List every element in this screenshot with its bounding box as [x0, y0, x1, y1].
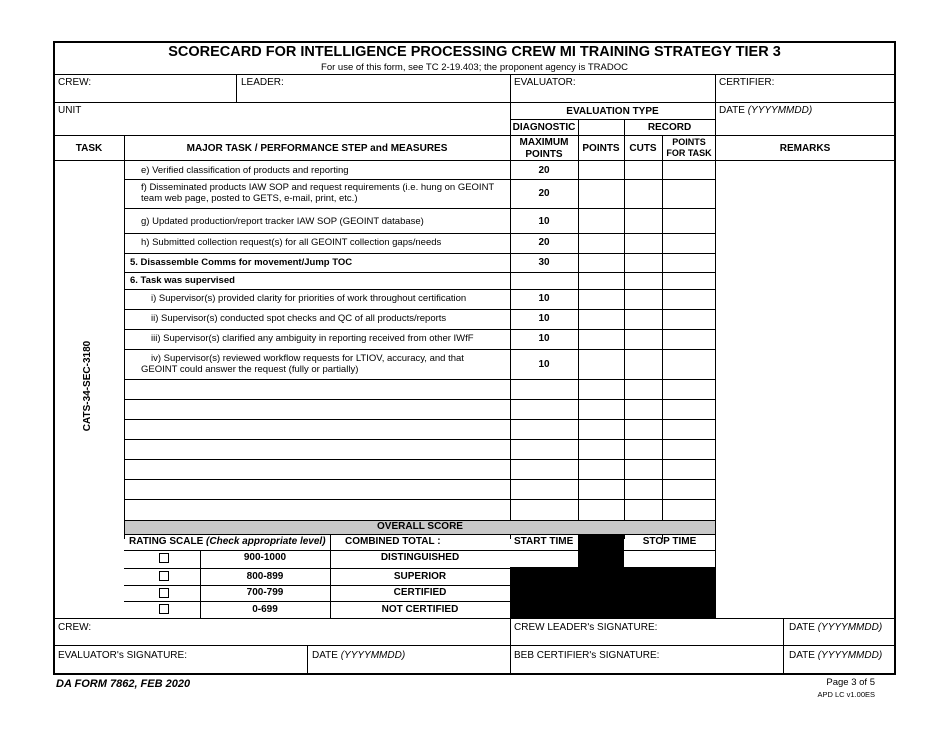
- date-label-header: DATE (YYYYMMDD): [719, 105, 813, 116]
- task-row-max: 10: [538, 333, 550, 344]
- form-id: DA FORM 7862, FEB 2020: [56, 678, 191, 690]
- rating-range: 700-799: [246, 587, 284, 598]
- task-row-max: 10: [538, 359, 550, 370]
- col-points: POINTS: [582, 143, 620, 154]
- rating-checkbox[interactable]: [159, 571, 169, 581]
- combined-total-label: COMBINED TOTAL :: [345, 536, 441, 547]
- blacked-out-area: [578, 535, 624, 568]
- evaluator-label: EVALUATOR:: [514, 77, 576, 88]
- overall-score-label: OVERALL SCORE: [377, 521, 463, 532]
- task-row-text: iii) Supervisor(s) clarified any ambiguity in reporting received from other IWfF: [151, 333, 474, 344]
- task-row-text: i) Supervisor(s) provided clarity for priorities of work throughout certification: [151, 293, 467, 304]
- col-cuts: CUTS: [629, 143, 657, 154]
- rating-checkbox[interactable]: [159, 588, 169, 598]
- unit-label: UNIT: [58, 105, 82, 116]
- rating-label: CERTIFIED: [393, 587, 447, 598]
- task-row-max: 20: [538, 188, 550, 199]
- rating-checkbox[interactable]: [159, 553, 169, 563]
- task-row-text: f) Disseminated products IAW SOP and request requirements (i.e. hung on GEOINT team web page, posted to GETS, e-mail, print, etc.): [141, 182, 495, 204]
- col-task: TASK: [75, 143, 103, 154]
- rating-checkbox[interactable]: [159, 604, 169, 614]
- rating-scale-label: RATING SCALE (Check appropriate level): [129, 536, 326, 547]
- evaluator-date-label: DATE (YYYYMMDD): [312, 650, 406, 661]
- task-row-max: 10: [538, 293, 550, 304]
- footer-date-label: DATE (YYYYMMDD): [789, 622, 883, 633]
- page-number: Page 3 of 5: [826, 677, 875, 688]
- rating-range: 800-899: [246, 571, 284, 582]
- rating-label: DISTINGUISHED: [380, 552, 460, 563]
- task-row-max: 10: [538, 216, 550, 227]
- certifier-label: CERTIFIER:: [719, 77, 775, 88]
- task-row-text: ii) Supervisor(s) conducted spot checks and QC of all products/reports: [151, 313, 447, 324]
- form-title: SCORECARD FOR INTELLIGENCE PROCESSING CREW MI TRAINING STRATEGY TIER 3: [168, 44, 781, 60]
- task-row-text: iv) Supervisor(s) reviewed workflow requests for LTIOV, accuracy, and that GEOINT could answer the request (fully or partially): [141, 353, 464, 375]
- task-row-max: 30: [538, 257, 550, 268]
- task-code: CATS-34-SEC-3180: [82, 340, 93, 432]
- task-row-max: 10: [538, 313, 550, 324]
- col-remarks: REMARKS: [779, 143, 831, 154]
- task-row-text: e) Verified classification of products and reporting: [141, 165, 349, 176]
- diagnostic-label: DIAGNOSTIC: [512, 122, 576, 133]
- task-row-text: 5. Disassemble Comms for movement/Jump TOC: [130, 257, 353, 268]
- evaluator-signature-label: EVALUATOR's SIGNATURE:: [58, 650, 187, 661]
- rating-label: SUPERIOR: [393, 571, 447, 582]
- beb-certifier-signature-label: BEB CERTIFIER's SIGNATURE:: [514, 650, 660, 661]
- evaluation-type-label: EVALUATION TYPE: [566, 106, 659, 117]
- start-time-label: START TIME: [514, 536, 574, 547]
- certifier-date-label: DATE (YYYYMMDD): [789, 650, 883, 661]
- stop-time-label: STOP TIME: [642, 536, 697, 547]
- rating-range: 0-699: [252, 604, 278, 615]
- col-major-task: MAJOR TASK / PERFORMANCE STEP and MEASURES: [186, 143, 448, 154]
- record-label: RECORD: [647, 122, 692, 133]
- task-row-max: 20: [538, 165, 550, 176]
- blacked-out-area: [510, 568, 715, 618]
- crew-label: CREW:: [58, 77, 92, 88]
- task-row-text: 6. Task was supervised: [130, 275, 235, 286]
- form-version: APD LC v1.00ES: [817, 690, 875, 699]
- task-row-max: 20: [538, 237, 550, 248]
- form-subtitle: For use of this form, see TC 2-19.403; the proponent agency is TRADOC: [321, 62, 628, 73]
- crew-leader-signature-label: CREW LEADER's SIGNATURE:: [514, 622, 658, 633]
- col-points-for-task: POINTS FOR TASK: [666, 137, 712, 158]
- rating-range: 900-1000: [243, 552, 287, 563]
- footer-crew-label: CREW:: [58, 622, 92, 633]
- task-row-text: h) Submitted collection request(s) for all GEOINT collection gaps/needs: [141, 237, 442, 248]
- leader-label: LEADER:: [241, 77, 284, 88]
- col-max-points: MAXIMUM POINTS: [519, 137, 569, 160]
- rating-label: NOT CERTIFIED: [381, 604, 459, 615]
- task-row-text: g) Updated production/report tracker IAW SOP (GEOINT database): [141, 216, 424, 227]
